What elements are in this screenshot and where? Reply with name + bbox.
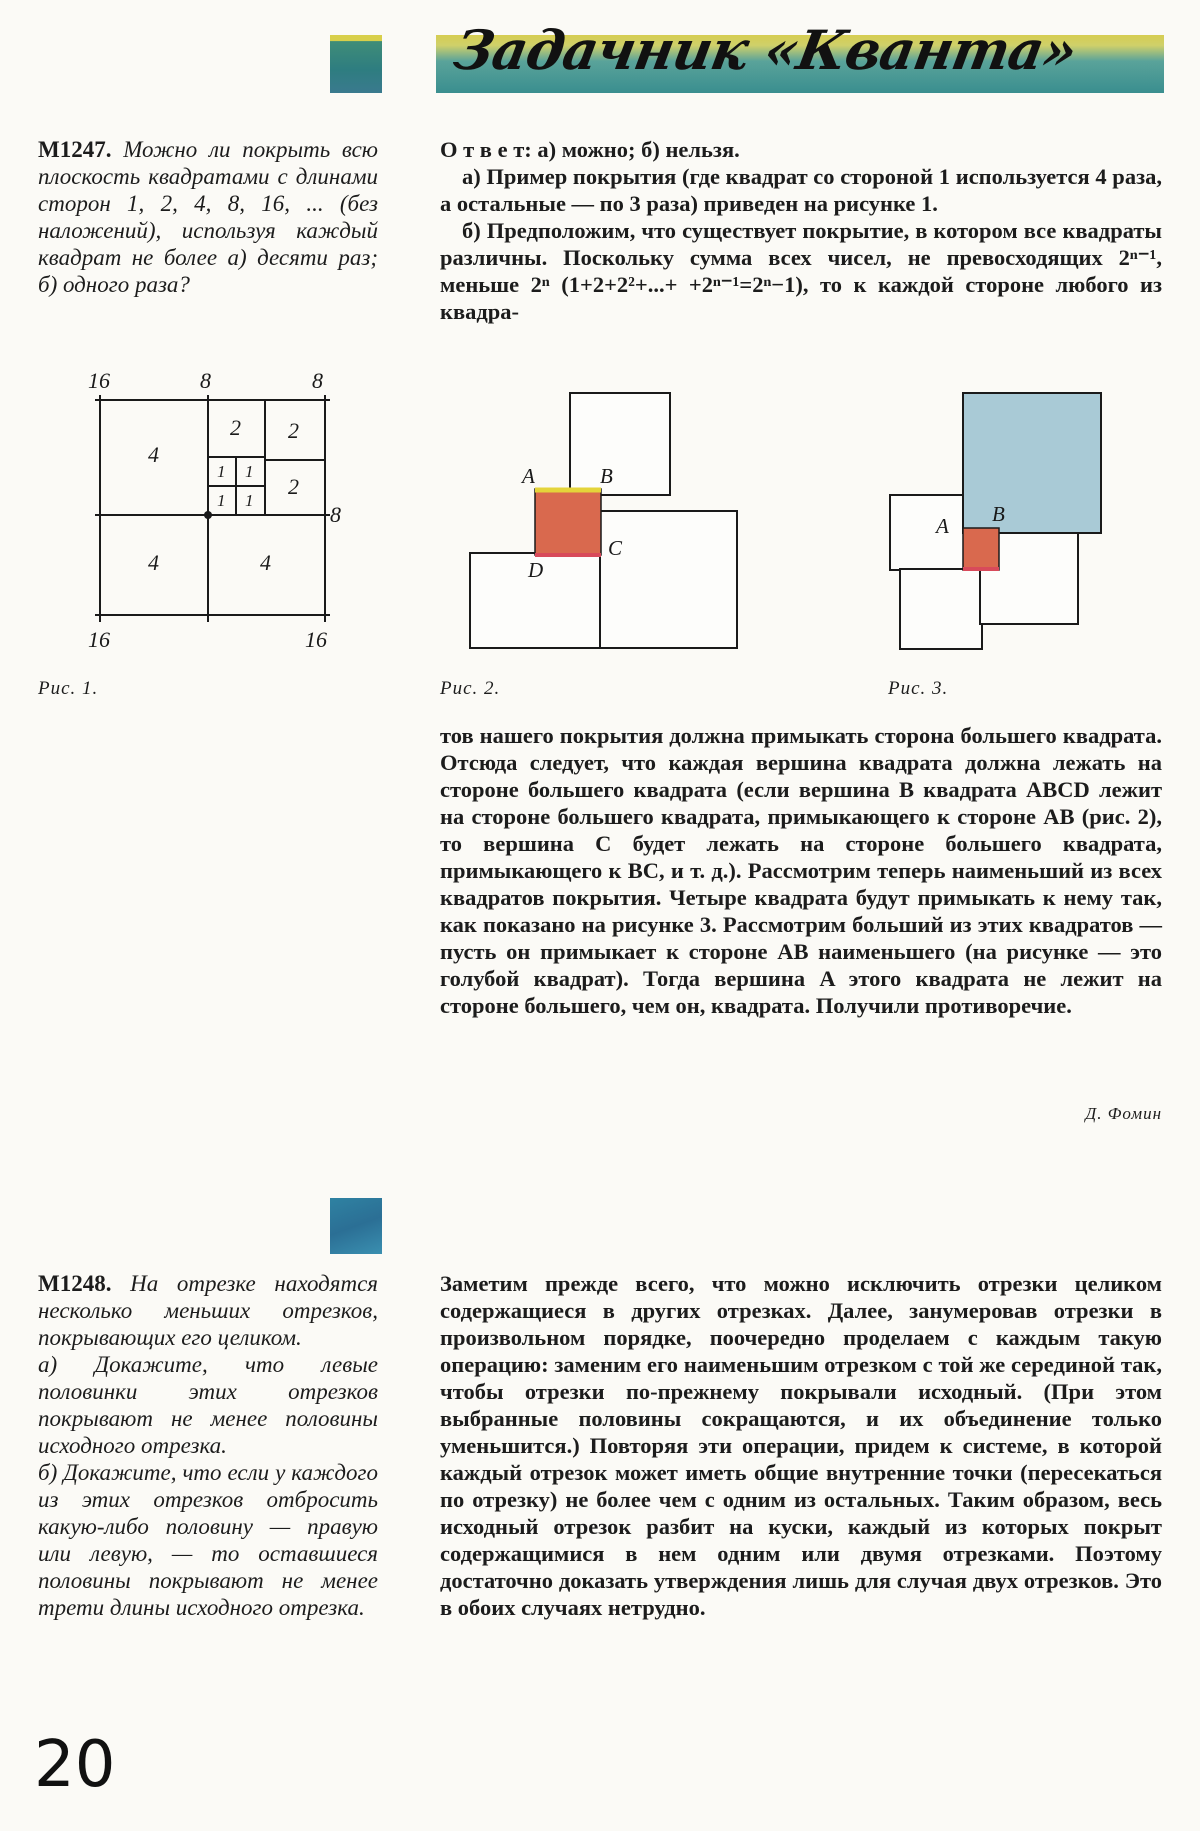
page-number: 20 [34,1728,116,1802]
label-1: 1 [245,462,254,481]
solution-m1248 [440,1270,1162,1621]
solution-text: тов нашего покрытия должна примыкать сторона большего квадрата. Отсюда следует, что каждая вершина квадрата должна лежать на стороне большего квадрата (если вершина B квадрата ABCD лежит на стороне большего квадрата, примыкающего к стороне AB (рис. 2), то вершина C будет лежать на стороне большего квадрата, примыкающего к BC, и т. д.). Рассмотрим теперь наименьший из всех квадратов покрытия. Четыре квадрата будут примыкать к нему так, как показано на рисунке 3. Рассмотрим больший из этих квадратов — пусть он примыкает к стороне AB наименьшего (на рисунке — это голубой квадрат). Тогда вершина A этого квадрата не лежит на стороне большего, чем он, квадрата. Получили противоречие. [440,723,1162,1018]
problem-text: На отрезке находятся несколько меньших отрезков, покрывающих его целиком. [38,1271,378,1350]
author-signature: Д. Фомин [1085,1104,1162,1123]
figure-2-square-adjacency [450,385,770,655]
label-1: 1 [217,491,226,510]
square-abcd [535,489,601,555]
label-16: 16 [305,627,327,652]
center-dot [204,511,212,519]
solution-part-a: а) Пример покрытия (где квадрат со стороной 1 используется 4 раза, а остальные — по 3 раза) приведен на рисунке 1. [440,164,1162,216]
label-2: 2 [288,418,299,443]
label-4: 4 [148,442,159,467]
vertex-label-b: B [992,502,1005,526]
figure-3-smallest-square [880,385,1130,655]
label-4: 4 [260,550,271,575]
solution-text: Заметим прежде всего, что можно исключить отрезки целиком содержащиеся в других отрезках. Далее, занумеровав отрезки в произвольном порядке, поочередно проделаем с каждым такую операцию: заменим его наименьшим отрезком с той же серединой так, чтобы отрезки по-прежнему покрывали исходный. (При этом выбранные половины сокращаются, и их объединение только уменьшится.) Повторяя эти операции, придем к системе, в которой каждый отрезок может иметь общие внутренние точки (пересекаться по отрезку) не более чем с одним из остальных. Таким образом, весь исходный отрезок разбит на куски, каждый из которых покрыт содержащимися в нем одним или двумя отрезками. Поэтому достаточно доказать утверждения лишь для случая двух отрезков. Это в обоих случаях нетрудно. [440,1271,1162,1620]
label-8: 8 [200,368,211,393]
figure-3-caption: Рис. 3. [888,678,949,699]
figure-1-square-tiling [60,360,360,660]
problem-part-a: а) Докажите, что левые половинки этих отрезков покрывают не менее половины исходного отрезка. [38,1352,378,1458]
problem-part-b: б) Докажите, что если у каждого из этих отрезков отбросить какую-либо половину — правую или левую, — то оставшиеся половины покрывают не менее трети длины исходного отрезка. [38,1460,378,1620]
problem-text: Можно ли покрыть всю плоскость квадратами с длинами сторон 1, 2, 4, 8, 16, ... (без наложений), используя каждый квадрат не более а) десяти раз; б) одного раза? [38,137,378,297]
square-right [600,511,737,648]
solution-m1247 [440,136,1162,325]
answer-line: О т в е т: а) можно; б) нельзя. [440,137,740,162]
section-color-marker [330,1198,382,1254]
solution-m1247-continuation [440,722,1162,1019]
problem-number: M1248. [38,1271,112,1296]
figure-1-caption: Рис. 1. [38,678,99,699]
smallest-square [963,528,999,570]
square-bottom [900,569,982,649]
label-2: 2 [230,415,241,440]
label-16: 16 [88,627,110,652]
solution-part-b: б) Предположим, что существует покрытие, в котором все квадраты различны. Поскольку сумма всех чисел, не превосходящих 2ⁿ⁻¹, меньше 2ⁿ (1+2+2²+...+ +2ⁿ⁻¹=2ⁿ−1), то к каждой стороне любого из квадра- [440,218,1162,324]
figure-2-caption: Рис. 2. [440,678,501,699]
vertex-label-c: C [608,536,623,560]
vertex-label-a: A [936,514,949,538]
vertex-label-d: D [528,558,544,582]
label-8: 8 [312,368,323,393]
square-left [890,495,970,570]
section-title: Задачник «Кванта» [449,18,1082,82]
label-1: 1 [245,491,254,510]
problem-m1247-statement [38,136,378,298]
problem-m1248-statement [38,1270,378,1621]
label-2: 2 [288,474,299,499]
label-16: 16 [88,368,110,393]
problem-number: M1247. [38,137,112,162]
label-1: 1 [217,462,226,481]
header-color-bar-left [330,35,382,93]
square-top [570,393,670,495]
label-4: 4 [148,550,159,575]
vertex-label-b: B [600,464,613,488]
vertex-label-a: A [522,464,535,488]
label-8: 8 [330,502,341,527]
blue-square [963,393,1101,533]
